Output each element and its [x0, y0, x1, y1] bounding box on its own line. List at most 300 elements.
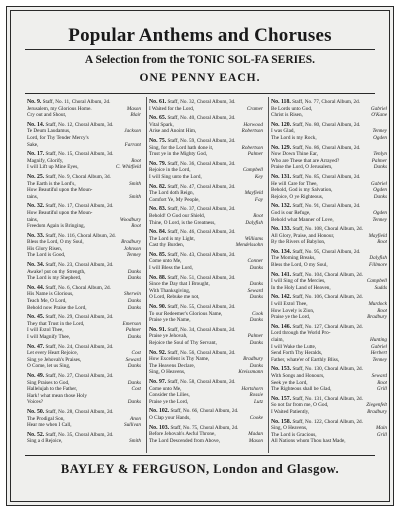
anthem-line — [27, 252, 141, 259]
catalogue-entry — [27, 233, 141, 259]
anthem-composer: Robertson — [241, 144, 263, 151]
anthem-title: Cry out and Shout, — [27, 112, 67, 119]
anthem-line — [27, 291, 141, 298]
entry-source: Staff, No. 28, Choral Album, 2d. — [44, 408, 114, 415]
entry-source: Staff, No. 75, Choral Album, 2d. — [169, 424, 239, 431]
entry-source: Staff, No. 131, Choral Album, 2d. — [291, 395, 363, 402]
anthem-title: Consider the Lilies, — [149, 392, 190, 399]
anthem-composer: Danks — [127, 399, 141, 406]
anthem-title: Sing ye Jehovah's Praises, — [27, 356, 82, 363]
anthem-composer: Danks — [127, 334, 141, 340]
entry-heading — [271, 366, 387, 373]
anthem-title: The Lord is Good, — [27, 252, 66, 259]
anthem-line — [271, 233, 387, 240]
anthem-title: claim, — [271, 337, 284, 343]
catalogue-entry — [149, 327, 263, 347]
anthem-line — [27, 223, 141, 230]
catalogue-entry — [27, 344, 141, 370]
anthem-line — [271, 350, 387, 357]
anthem-title: All Nations whom Thou hast Made, — [271, 438, 346, 445]
catalogue-entry — [27, 203, 141, 229]
entry-number: No. 92. — [149, 349, 167, 356]
anthem-line — [27, 239, 141, 246]
anthem-composer: Danks — [249, 294, 263, 301]
anthem-title: Send Forth Thy Heralds, — [271, 350, 323, 357]
anthem-title: I Waited Patiently, — [271, 408, 310, 415]
entry-source: Staff, No. 32, Choral Album, 3d. — [166, 99, 236, 105]
anthem-line — [271, 158, 387, 165]
anthem-line — [27, 217, 141, 224]
entry-number: No. 158. — [271, 418, 292, 425]
anthem-line — [271, 438, 387, 445]
anthem-title: The Earth is the Lord's, — [27, 180, 76, 187]
anthem-title: Rejoice, O ye Righteous, — [271, 193, 324, 200]
anthem-title: Praise ye the Lord, — [271, 314, 311, 321]
entry-number: No. 129. — [271, 144, 292, 151]
anthem-title: Praise the Lord, O Jerusalem, — [271, 164, 333, 171]
anthem-title: Behold now Praise the Lord, — [27, 304, 87, 311]
catalogue-entry — [27, 409, 141, 429]
entry-source: Staff, No. 77, Choral Album, 2d. — [290, 99, 361, 105]
entry-heading — [27, 409, 141, 416]
catalogue-entry — [271, 226, 387, 246]
anthem-title: How Beautiful upon the Moun- — [27, 209, 93, 216]
anthem-line — [149, 317, 263, 324]
anthem-title: tains, — [27, 193, 39, 200]
anthem-composer: Seward — [125, 356, 141, 363]
anthem-composer: O'Kane — [371, 112, 387, 119]
anthem-title: Bless the Lord, O my Soul, — [271, 262, 328, 269]
anthem-title: The Lord is my Shepherd, — [27, 275, 82, 282]
entry-number: No. 146. — [271, 323, 292, 330]
entry-number: No. 132. — [271, 203, 292, 210]
entry-heading — [271, 272, 387, 279]
entry-source: Staff, No. 59, Choral Album, 2d. — [166, 137, 236, 144]
anthem-composer: Bradbury — [367, 314, 387, 321]
anthem-title: Voices? — [27, 399, 44, 406]
entry-source: Staff, No. 29, Choral Album, 2d. — [44, 314, 114, 321]
price-line: ONE PENNY EACH. — [139, 72, 261, 84]
anthem-line — [27, 386, 141, 393]
anthem-title: The Morning Breaks, — [271, 255, 316, 262]
anthem-line — [271, 210, 387, 217]
anthem-composer: Farrant — [124, 141, 141, 148]
anthem-title: Come unto Me, — [149, 385, 182, 392]
entry-source: Staff, No. 9, Choral Album, 3d. — [44, 173, 111, 180]
catalogue-entry — [149, 379, 263, 405]
anthem-line — [149, 438, 263, 445]
anthem-title: Freedom Again is Bringing, — [27, 223, 85, 230]
anthem-composer: Campbell — [366, 278, 387, 285]
anthem-composer: Ogden — [373, 209, 387, 216]
entry-source: Staff, No. 35, Choral Album, 2d. — [44, 431, 114, 438]
anthem-line — [27, 416, 141, 423]
catalogue-entry — [271, 122, 387, 142]
anthem-composer: Root — [131, 157, 141, 164]
catalogue-entry — [271, 324, 387, 364]
anthem-composer: Bradbury — [367, 408, 387, 415]
anthem-composer — [139, 210, 141, 217]
anthem-composer: Danks — [249, 281, 263, 288]
anthem-line — [149, 356, 263, 363]
anthem-composer: Palmer — [247, 151, 263, 158]
anthem-composer: Williams — [244, 235, 263, 242]
anthem-line — [271, 194, 387, 201]
anthem-line — [271, 187, 387, 194]
entry-number: No. 103. — [149, 424, 170, 431]
entry-source: Staff, No. 34, Choral Album, 2d. — [166, 326, 236, 333]
entry-number: No. 134. — [271, 248, 292, 255]
catalogue-entry — [271, 419, 387, 445]
entry-number: No. 44. — [27, 284, 45, 291]
catalogue-entry — [271, 272, 387, 292]
anthem-composer: Smith — [129, 180, 141, 187]
anthem-composer: Madan — [248, 431, 263, 438]
catalogue-entry — [149, 252, 263, 272]
anthem-composer — [385, 330, 387, 337]
entry-number: No. 52. — [27, 431, 45, 438]
anthem-composer: Danks — [249, 317, 263, 324]
anthem-title: Cast thy Burden, — [149, 242, 185, 249]
anthem-line — [27, 106, 141, 113]
anthem-title: Jerusalem, my Glorious Home. — [27, 105, 92, 112]
anthem-composer: Palmer — [125, 327, 141, 334]
anthem-line — [149, 363, 263, 370]
anthem-composer — [139, 393, 141, 400]
anthem-title: Behold! O God our Shield, — [149, 212, 206, 219]
entry-heading — [27, 314, 141, 321]
anthem-title: Hallelujah to the Father, — [27, 386, 78, 393]
anthem-title: Awake! put on thy Strength, — [27, 268, 86, 275]
catalogue-entry — [149, 99, 263, 112]
entry-heading — [27, 122, 141, 129]
entry-heading — [27, 233, 141, 240]
anthem-line — [27, 357, 141, 364]
entry-source: Staff, No. 104, Choral Album, 2d. — [291, 271, 363, 278]
entry-source: Staff, No. 40, Choral Album, 2d. — [166, 115, 236, 122]
anthem-line — [27, 380, 141, 387]
entry-number: No. 131. — [271, 173, 292, 180]
entry-number: No. 142. — [271, 294, 292, 301]
entry-source: Staff, No. 66, Choral Album, 2d. — [169, 408, 239, 415]
entry-source: Staff, No. 106, Choral Album, 2d. — [291, 294, 363, 301]
catalogue-entry — [149, 206, 263, 226]
anthem-line — [149, 151, 263, 158]
anthem-title: The Lord is my Rock, — [271, 134, 317, 141]
catalogue-entry — [149, 304, 263, 324]
anthem-title: With Thanksgiving, — [149, 287, 191, 294]
anthem-title: Sing, O Heavens, — [271, 425, 308, 432]
anthem-composer: Danks — [373, 164, 387, 171]
entry-heading — [149, 206, 263, 213]
anthem-composer: Johnson — [123, 245, 141, 252]
anthem-composer: Danks — [127, 363, 141, 370]
catalogue-entry — [27, 99, 141, 119]
entry-number: No. 32. — [27, 203, 45, 210]
entry-source: Staff, No. 23, Choral Album, 2d. — [44, 262, 114, 269]
anthem-line — [27, 305, 141, 312]
entry-number: No. 120. — [271, 121, 292, 128]
catalogue-entry — [149, 115, 263, 135]
anthem-title: Come unto Me, — [149, 258, 182, 265]
anthem-composer — [139, 135, 141, 142]
anthem-line — [149, 431, 263, 438]
anthem-title: Te Deum Laudamus, — [27, 128, 71, 135]
entry-heading — [149, 408, 263, 415]
catalogue-entry — [27, 373, 141, 406]
anthem-line — [271, 425, 387, 432]
anthem-line — [271, 151, 387, 158]
anthem-title: Behold what Manner of Love, — [271, 216, 334, 223]
anthem-title: Teach Me, O Lord, — [27, 298, 67, 305]
entry-number: No. 17. — [27, 151, 45, 158]
catalogue-entry — [27, 122, 141, 148]
anthem-title: Now Down Thine Ear, — [271, 151, 318, 158]
catalogue-column-3 — [271, 99, 387, 451]
anthem-title: Rejoice in the Lord, — [149, 167, 191, 174]
entry-heading — [271, 294, 387, 301]
anthem-composer: Tenney — [126, 252, 141, 259]
entry-heading — [149, 99, 263, 106]
anthem-composer: Anon — [130, 415, 141, 422]
entry-heading — [271, 174, 387, 181]
entry-source: Staff, No. 6, Choral Album, 2d. — [44, 284, 111, 291]
entry-source: Staff, No. 46, Choral Album, 2d. — [166, 229, 236, 236]
anthem-line — [149, 392, 263, 399]
anthem-composer: Sullivan — [123, 422, 141, 429]
anthem-composer: Cost — [131, 350, 141, 357]
anthem-line — [271, 308, 387, 315]
catalogue-entry — [271, 174, 387, 200]
anthem-composer: Campbell — [242, 167, 263, 174]
entry-source: Staff, No. 116, Choral Album, 2d. — [44, 232, 116, 239]
entry-source: Staff, No. 12, Choral Album, 3d. — [44, 121, 114, 128]
anthem-line — [271, 278, 387, 285]
entry-source: Staff, No. 130, Choral Album, 2d. — [291, 366, 363, 373]
anthem-title: Sing, for the Lord hath done it, — [149, 144, 214, 151]
anthem-title: The Lord doth Reign, — [149, 190, 194, 197]
anthem-composer: Palmer — [371, 157, 387, 164]
anthem-composer: Harwood — [243, 121, 263, 128]
anthem-title: I will Extol Thee, — [271, 301, 308, 308]
anthem-line — [27, 350, 141, 357]
entry-heading — [149, 304, 263, 311]
entry-number: No. 88. — [149, 274, 167, 281]
header-rule — [25, 93, 375, 94]
entry-heading — [271, 145, 387, 152]
anthem-title: Be Lords unto God, — [271, 105, 313, 112]
entry-source: Staff, No. 58, Choral Album, 2d. — [166, 378, 236, 385]
title-rule — [25, 49, 375, 50]
anthem-composer: Hunting — [369, 337, 387, 343]
anthem-line — [149, 106, 263, 113]
anthem-composer: Gabriel — [370, 180, 387, 187]
anthem-title: I will Magnify Thee, — [27, 334, 71, 340]
anthem-title: How Lovely is Zion, — [271, 307, 315, 314]
anthem-composer: Mayfield — [368, 232, 387, 239]
anthem-title: Seek ye the Lord, — [271, 379, 308, 386]
anthem-composer: Key — [254, 173, 263, 180]
anthem-composer: Blair — [130, 112, 141, 119]
anthem-title: God is our Refuge, — [271, 209, 311, 216]
anthem-composer: Grill — [376, 386, 387, 393]
anthem-title: Magnify, Glorify, — [27, 157, 64, 164]
anthem-title: I was Glad, — [271, 128, 295, 135]
anthem-line — [271, 135, 387, 142]
anthem-line — [149, 242, 263, 249]
anthem-line — [271, 330, 387, 337]
anthem-line — [271, 314, 387, 321]
entry-number: No. 91. — [149, 326, 167, 333]
anthem-title: Comfort Ye, My People, — [149, 196, 200, 203]
anthem-title: Father, whate'er of Earthly Bliss, — [271, 356, 340, 363]
anthem-composer: Robertson — [241, 128, 263, 135]
anthem-line — [27, 246, 141, 253]
anthem-line — [271, 255, 387, 262]
anthem-composer: Danks — [127, 304, 141, 311]
anthem-composer: Root — [253, 212, 263, 219]
anthem-title: Thine, O Lord, is the Greatness, — [149, 219, 216, 226]
catalogue-entry — [271, 203, 387, 223]
anthem-composer: Root — [377, 239, 387, 246]
anthem-composer: Palmer — [247, 333, 263, 340]
anthem-title: Since the Day that I Brought, — [149, 281, 210, 288]
anthem-composer: Sherwin — [123, 291, 141, 298]
anthem-composer: Seward — [371, 372, 387, 379]
anthem-title: Praise ye Jehovah, — [149, 333, 188, 340]
anthem-composer: Grill — [376, 431, 387, 438]
entry-source: Staff, No. 27, Choral Album, 2d. — [44, 372, 114, 379]
catalogue-entry — [149, 229, 263, 249]
entry-source: Staff, No. 127, Choral Album, 2d. — [291, 323, 363, 330]
anthem-composer: Cost — [131, 386, 141, 393]
anthem-composer: Root — [377, 379, 387, 386]
entry-source: Staff, No. 47, Choral Album, 2d. — [166, 183, 236, 190]
entry-source: Staff, No. 24, Choral Album, 2d. — [44, 343, 114, 350]
entry-heading — [27, 203, 141, 210]
anthem-line — [27, 194, 141, 201]
anthem-line — [27, 327, 141, 334]
entry-number: No. 133. — [271, 226, 292, 233]
entry-source: Staff, No. 108, Choral Album, 2d. — [291, 226, 363, 233]
anthem-line — [271, 106, 387, 113]
anthem-line — [271, 181, 387, 188]
subtitle: A Selection from the TONIC SOL-FA SERIES. — [84, 54, 316, 66]
anthem-title: Lord through the World Pro- — [271, 330, 331, 337]
anthem-composer: Woodbury — [119, 216, 141, 223]
entry-number: No. 153. — [271, 366, 292, 373]
anthem-line — [27, 275, 141, 282]
anthem-title: The Lord is my Light, — [149, 235, 195, 242]
entry-heading — [149, 425, 263, 432]
entry-number: No. 82. — [149, 183, 167, 190]
entry-number: No. 90. — [149, 304, 167, 311]
anthem-line — [271, 164, 387, 171]
anthem-composer: Smith — [129, 193, 141, 200]
entry-source: Staff, No. 56, Choral Album, 2d. — [166, 349, 236, 356]
anthem-title: I will Bless the Lord, — [149, 265, 193, 272]
anthem-title: The Lord Descended from Above, — [149, 437, 221, 444]
anthem-line — [149, 333, 263, 340]
leaflet-page — [6, 6, 394, 506]
entry-source: Staff, No. 122, Choral Album, 2d. — [291, 418, 363, 425]
entry-heading — [149, 184, 263, 191]
catalogue-entry — [149, 350, 263, 376]
catalogue-entry — [27, 151, 141, 171]
entry-number: No. 83. — [149, 206, 167, 213]
anthem-composer: Gabriel — [370, 105, 387, 112]
anthem-title: O Come, let us Sing, — [27, 363, 71, 370]
anthem-composer: Main — [376, 425, 387, 432]
anthem-line — [149, 220, 263, 227]
anthem-composer: Ogden — [373, 187, 387, 194]
anthem-composer: Mason — [248, 437, 263, 444]
catalogue-entry — [27, 432, 141, 445]
anthem-line — [27, 438, 141, 445]
entry-heading — [271, 249, 387, 256]
entry-number: No. 49. — [27, 372, 45, 379]
anthem-line — [271, 112, 387, 119]
anthem-composer: Danks — [127, 298, 141, 305]
anthem-title: The Prodigal Son, — [27, 415, 65, 422]
anthem-composer: Mendelssohn — [235, 242, 263, 249]
anthem-title: I will Wake the Lutte, — [271, 343, 317, 350]
entry-source: Staff, No. 43, Choral Album, 2d. — [166, 251, 236, 258]
anthem-line — [271, 301, 387, 308]
anthem-title: How Excellent is Thy Name, — [149, 356, 210, 363]
anthem-composer — [139, 187, 141, 194]
anthem-line — [149, 311, 263, 318]
entry-number: No. 50. — [27, 408, 45, 415]
anthem-line — [271, 409, 387, 416]
entry-number: No. 14. — [27, 121, 45, 128]
entry-heading — [149, 252, 263, 259]
footer-rule — [25, 455, 375, 456]
anthem-line — [271, 285, 387, 292]
anthem-composer: Dalyfish — [245, 219, 263, 226]
anthem-line — [149, 258, 263, 265]
anthem-line — [27, 298, 141, 305]
anthem-composer: Fay — [254, 196, 263, 203]
anthem-line — [149, 128, 263, 135]
anthem-composer: Tenney — [372, 216, 387, 223]
entry-number: No. 118. — [271, 99, 291, 105]
entry-heading — [149, 275, 263, 282]
anthem-line — [149, 145, 263, 152]
entry-heading — [271, 419, 387, 426]
catalogue-entry — [149, 408, 263, 421]
anthem-line — [271, 217, 387, 224]
anthem-composer: Emerson — [122, 320, 141, 327]
catalogue-columns — [27, 99, 387, 451]
entry-source: Staff, No. 80, Choral Album, 2d. — [291, 121, 361, 128]
entry-heading — [27, 262, 141, 269]
catalogue-entry — [149, 161, 263, 181]
anthem-line — [149, 415, 263, 422]
entry-heading — [27, 432, 141, 439]
anthem-title: Arise and Anoint Him, — [149, 128, 197, 135]
anthem-composer: Fillmore — [369, 262, 387, 269]
catalogue-entry — [271, 366, 387, 392]
anthem-line — [149, 197, 263, 204]
anthem-line — [271, 402, 387, 409]
anthem-title: Praise ye the Name, — [149, 317, 191, 324]
catalogue-entry — [149, 425, 263, 445]
anthem-composer: Danks — [127, 268, 141, 275]
anthem-line — [149, 340, 263, 347]
entry-number: No. 9. — [27, 99, 42, 105]
anthem-line — [27, 128, 141, 135]
